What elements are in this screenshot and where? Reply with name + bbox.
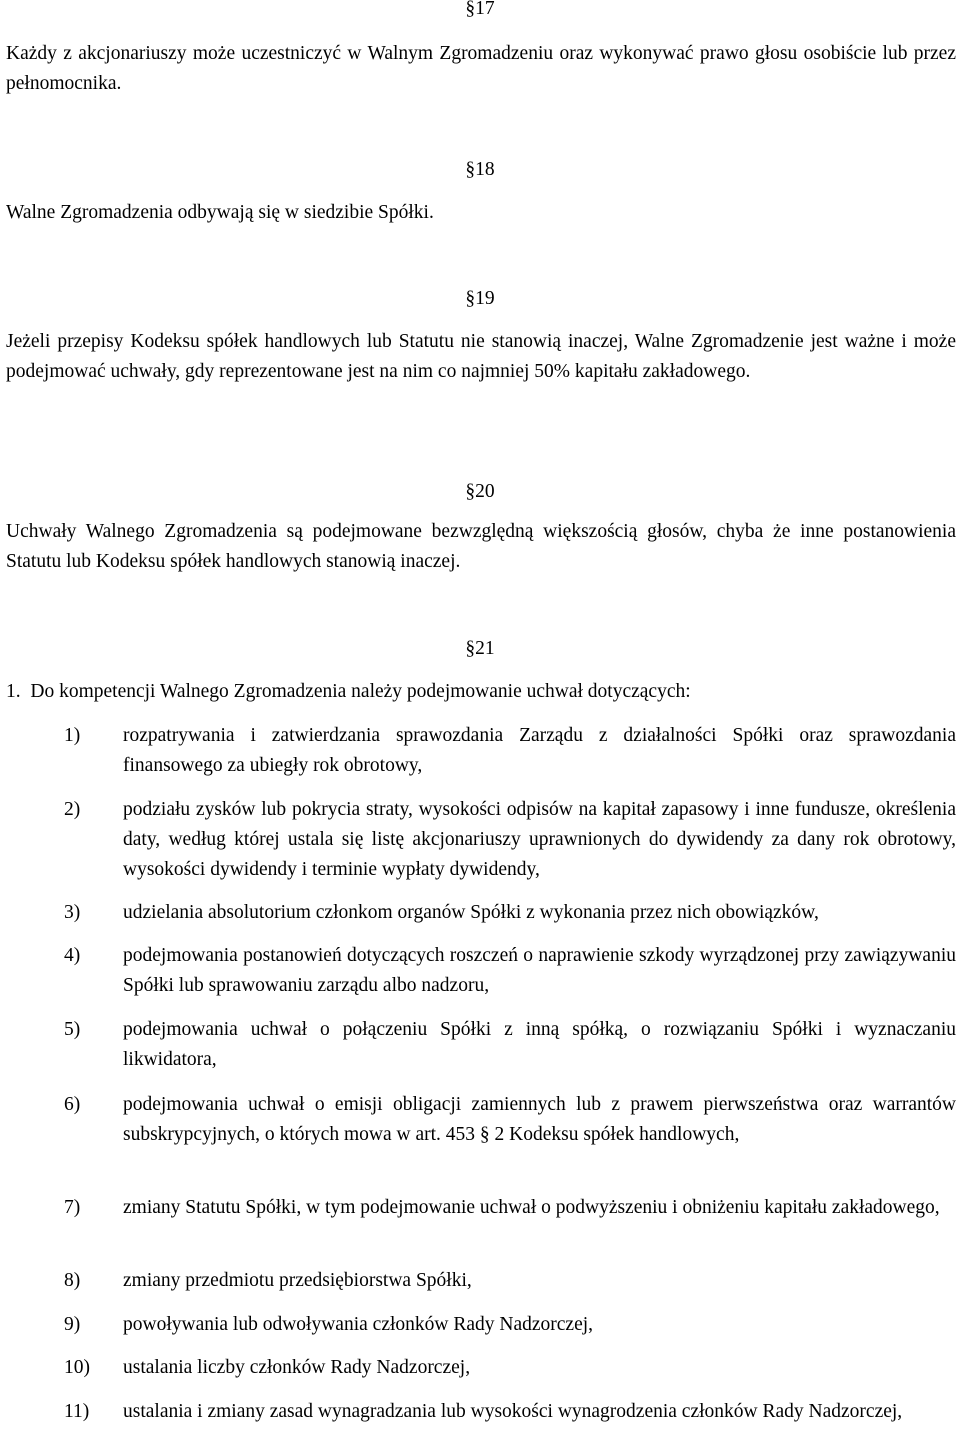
list-item-number: 10): [64, 1357, 90, 1378]
list-item-text: zmiany przedmiotu przedsiębiorstwa Spółki,: [123, 1270, 472, 1291]
list-item-number: 4): [64, 945, 81, 966]
list-item: [64, 1090, 956, 1150]
list-item-number: 7): [64, 1197, 81, 1218]
list-item: [64, 1353, 956, 1383]
list-item: [64, 1015, 956, 1075]
list-item: [64, 721, 956, 781]
list-item: [64, 795, 956, 885]
list-item: [64, 941, 956, 1001]
list-item-text: podejmowania uchwał o emisji obligacji zamiennych lub z prawem pierwszeństwa oraz warrantów subskrypcyjnych, o których mowa w art. 453 § 2 Kodeksu spółek handlowych,: [123, 1094, 956, 1145]
section-19-text: Jeżeli przepisy Kodeksu spółek handlowych lub Statutu nie stanowią inaczej, Walne Zgromadzenie jest ważne i może podejmować uchwały, gdy reprezentowane jest na nim co najmniej 50% kapitału zakładowego.: [6, 331, 956, 382]
list-item-number: 5): [64, 1019, 81, 1040]
list-item-number: 9): [64, 1314, 81, 1335]
list-item-number: 1): [64, 725, 81, 746]
list-item-text: podziału zysków lub pokrycia straty, wysokości odpisów na kapitał zapasowy i inne fundusze, określenia daty, według której ustala się listę akcjonariuszy uprawnionych do dywidendy za dany rok obrotowy, wysokości dywidendy i terminie wypłaty dywidendy,: [123, 799, 956, 880]
list-item-text: podejmowania uchwał o połączeniu Spółki z inną spółką, o rozwiązaniu Spółki i wyznaczaniu likwidatora,: [123, 1019, 956, 1070]
list-item: [64, 1310, 956, 1340]
section-17-heading: §17: [465, 0, 495, 19]
list-item-text: zmiany Statutu Spółki, w tym podejmowanie uchwał o podwyższeniu i obniżeniu kapitału zakładowego,: [123, 1197, 940, 1218]
section-18-heading: §18: [465, 159, 495, 180]
list-item-number: 2): [64, 799, 81, 820]
list-item-text: ustalania liczby członków Rady Nadzorczej,: [123, 1357, 471, 1378]
list-item: [64, 898, 956, 928]
list-item-text: udzielania absolutorium członkom organów Spółki z wykonania przez nich obowiązków,: [123, 902, 819, 923]
section-17-text: Każdy z akcjonariuszy może uczestniczyć w Walnym Zgromadzeniu oraz wykonywać prawo głosu osobiście lub przez pełnomocnika.: [6, 43, 956, 94]
section-20-heading: §20: [465, 481, 495, 502]
section-20-text: Uchwały Walnego Zgromadzenia są podejmowane bezwzględną większością głosów, chyba że inne postanowienia Statutu lub Kodeksu spółek handlowych stanowią inaczej.: [6, 521, 956, 572]
list-item: [64, 1397, 956, 1427]
section-21-heading: §21: [465, 638, 495, 659]
list-item: [64, 1266, 956, 1296]
list-item-text: rozpatrywania i zatwierdzania sprawozdania Zarządu z działalności Spółki oraz sprawozdania finansowego za ubiegły rok obrotowy,: [123, 725, 956, 776]
list-item-text: podejmowania postanowień dotyczących roszczeń o naprawienie szkody wyrządzonej przy zawiązywaniu Spółki lub sprawowaniu zarządu albo nadzoru,: [123, 945, 956, 996]
list-item-number: 11): [64, 1401, 90, 1422]
section-19-heading: §19: [465, 288, 495, 309]
list-item-text: ustalania i zmiany zasad wynagradzania lub wysokości wynagrodzenia członków Rady Nadzorczej,: [123, 1401, 903, 1422]
list-item: [64, 1193, 956, 1223]
list-item-text: powoływania lub odwoływania członków Rady Nadzorczej,: [123, 1314, 594, 1335]
list-item-number: 6): [64, 1094, 81, 1115]
section-21-intro: 1. Do kompetencji Walnego Zgromadzenia należy podejmowanie uchwał dotyczących:: [6, 681, 691, 702]
list-item-number: 3): [64, 902, 81, 923]
list-item-number: 8): [64, 1270, 81, 1291]
section-18-text: Walne Zgromadzenia odbywają się w siedzibie Spółki.: [6, 202, 434, 223]
